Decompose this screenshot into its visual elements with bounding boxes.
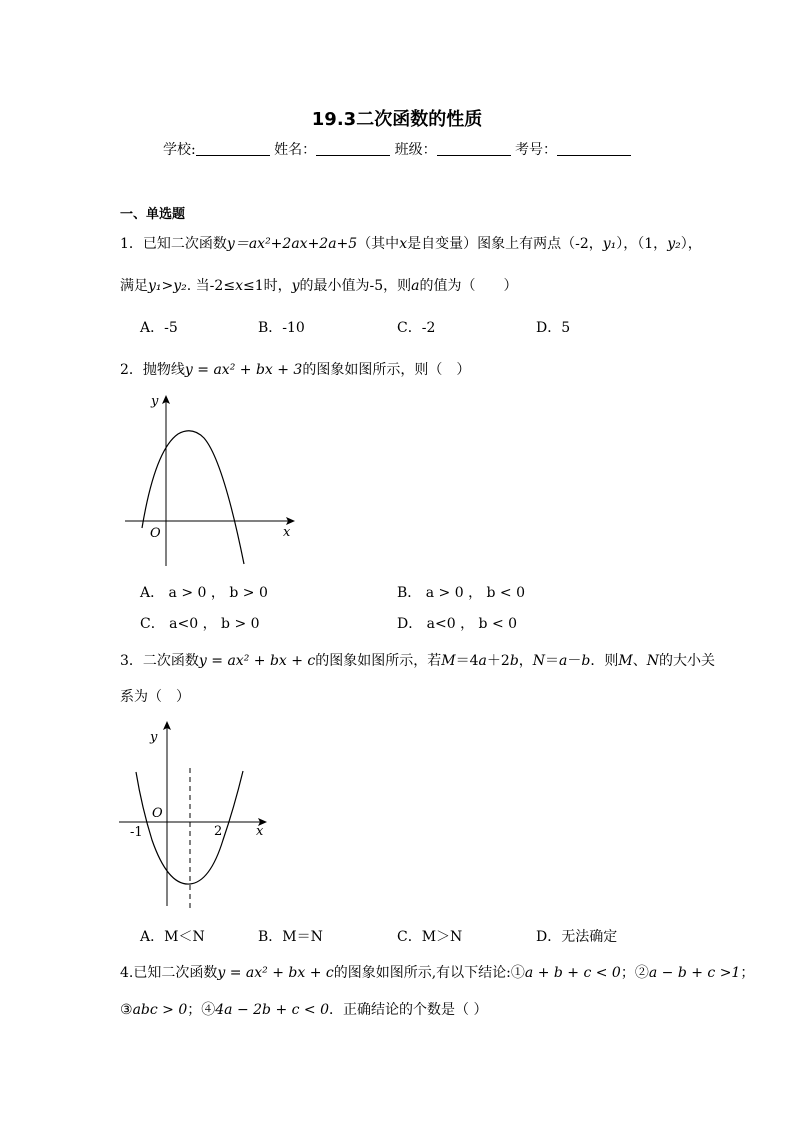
q4-text: 4.已知二次函数 xyxy=(120,965,218,981)
q1-option-d[interactable]: D．5 xyxy=(536,320,571,336)
q3-option-c[interactable]: C．M＞N xyxy=(397,929,463,945)
q1-formula: y＝ax²+2ax+2a+5 xyxy=(226,236,358,252)
q1-text: ≤1时， xyxy=(242,278,292,294)
q1-var: a xyxy=(411,278,420,294)
q2-text: 2．抛物线 xyxy=(120,362,185,378)
school-blank[interactable] xyxy=(196,141,270,156)
q1-text: . 当-2≤ xyxy=(186,278,236,294)
q3-option-a[interactable]: A．M＜N xyxy=(140,929,205,945)
q1-var: y xyxy=(291,278,300,294)
q4-formula: y = ax² + bx + c xyxy=(217,965,334,981)
q2-y-label: y xyxy=(151,394,159,409)
q3-var: M xyxy=(618,653,633,669)
q1-text: 的值为（ ） xyxy=(419,278,518,294)
q3-text: ．则 xyxy=(590,653,619,669)
q1-text: 的最小值为-5，则 xyxy=(299,278,412,294)
q1-var: x xyxy=(235,278,243,294)
q3-var: N xyxy=(532,653,546,669)
q3-text: 的图象如图所示，若 xyxy=(315,653,442,669)
q4-conclusion-2: a − b + c >1 xyxy=(648,965,741,981)
q4-line2 xyxy=(120,999,487,1019)
q1-var: y₂ xyxy=(667,236,681,252)
q2-origin-label: O xyxy=(150,526,161,541)
number-blank[interactable] xyxy=(557,141,631,156)
q1-var: y₁ xyxy=(602,236,617,252)
q3-text: － xyxy=(567,653,582,669)
q3-var: N xyxy=(646,653,659,669)
q2-x-label: x xyxy=(283,525,291,540)
q1-text: ）， xyxy=(680,236,702,252)
q2-parabola-graph xyxy=(120,390,300,570)
q1-text: 1．已知二次函数 xyxy=(120,236,227,252)
q4-text: ．正确结论的个数是（ ） xyxy=(329,1002,488,1018)
q3-var: b xyxy=(581,653,591,669)
q1-option-c[interactable]: C．-2 xyxy=(397,320,436,336)
q4-line1 xyxy=(120,962,754,982)
q2-option-a[interactable]: A． a > 0 ， b > 0 xyxy=(140,585,268,601)
number-label: 考号： xyxy=(515,142,558,158)
school-label: 学校: xyxy=(162,142,196,158)
q2-text: 的图象如图所示，则（ ） xyxy=(302,362,471,378)
name-blank[interactable] xyxy=(316,141,390,156)
q4-text: ； xyxy=(740,965,755,981)
q3-text: 、 xyxy=(632,653,647,669)
q1-var: x xyxy=(399,236,408,252)
class-label: 班级： xyxy=(394,142,437,158)
q2-formula: y = ax² + bx + 3 xyxy=(184,362,303,378)
q1-line2 xyxy=(120,275,518,295)
q1-text: （其中 xyxy=(357,236,400,252)
q3-x-label: x xyxy=(256,824,264,839)
q3-tick-2: 2 xyxy=(214,824,223,839)
q1-line1 xyxy=(120,233,702,253)
q3-line1 xyxy=(120,650,715,670)
q3-text: ＝4 xyxy=(455,653,479,669)
q3-text: ＋2 xyxy=(486,653,510,669)
q3-text: ， xyxy=(518,653,533,669)
q1-condition: y₁>y₂ xyxy=(148,278,187,294)
q4-conclusion-3: abc > 0 xyxy=(132,1002,188,1018)
q3-text: 3．二次函数 xyxy=(120,653,199,669)
q3-option-b[interactable]: B．M＝N xyxy=(258,929,323,945)
q3-var: a xyxy=(559,653,568,669)
q4-conclusion-4: 4a − 2b + c < 0 xyxy=(215,1002,330,1018)
q4-conclusion-1: a + b + c < 0 xyxy=(524,965,621,981)
q3-y-label: y xyxy=(150,730,158,745)
q2-option-c[interactable]: C． a<0 ， b > 0 xyxy=(140,616,260,632)
q3-var: M xyxy=(441,653,456,669)
q2-option-b[interactable]: B． a > 0 ， b < 0 xyxy=(397,585,526,601)
q3-var: b xyxy=(509,653,519,669)
q3-formula: y = ax² + bx + c xyxy=(198,653,316,669)
q1-option-b[interactable]: B．-10 xyxy=(258,320,305,336)
q4-text: 的图象如图所示,有以下结论: xyxy=(333,965,511,981)
q2-stem xyxy=(120,359,470,379)
class-blank[interactable] xyxy=(437,141,511,156)
q3-var: a xyxy=(478,653,487,669)
student-info-row xyxy=(0,139,794,159)
name-label: 姓名： xyxy=(274,142,317,158)
q3-origin-label: O xyxy=(152,806,163,821)
q2-parabola-curve xyxy=(142,431,244,564)
q4-conclusion-number: ② xyxy=(634,965,649,981)
q2-option-d[interactable]: D． a<0 ， b < 0 xyxy=(397,616,518,632)
page-title: 19.3二次函数的性质 xyxy=(311,109,483,130)
q4-conclusion-number: ③ xyxy=(120,1002,133,1018)
q1-text: 是自变量）图象上有两点（-2， xyxy=(407,236,603,252)
q1-text: ），（1， xyxy=(616,236,668,252)
q1-option-a[interactable]: A．-5 xyxy=(140,320,178,336)
q1-text: 满足 xyxy=(120,278,148,294)
q4-text: ； xyxy=(187,1002,202,1018)
q3-text: ＝ xyxy=(545,653,560,669)
q4-conclusion-number: ① xyxy=(510,965,525,981)
section-heading: 一、单选题 xyxy=(120,207,186,222)
q3-text: 的大小关 xyxy=(658,653,715,669)
q4-text: ； xyxy=(620,965,635,981)
q3-option-d[interactable]: D．无法确定 xyxy=(536,929,618,945)
q3-line2: 系为（ ） xyxy=(120,689,190,705)
q3-tick-neg1: -1 xyxy=(130,825,143,840)
q3-parabola-graph xyxy=(116,716,276,908)
q4-conclusion-number: ④ xyxy=(201,1002,216,1018)
